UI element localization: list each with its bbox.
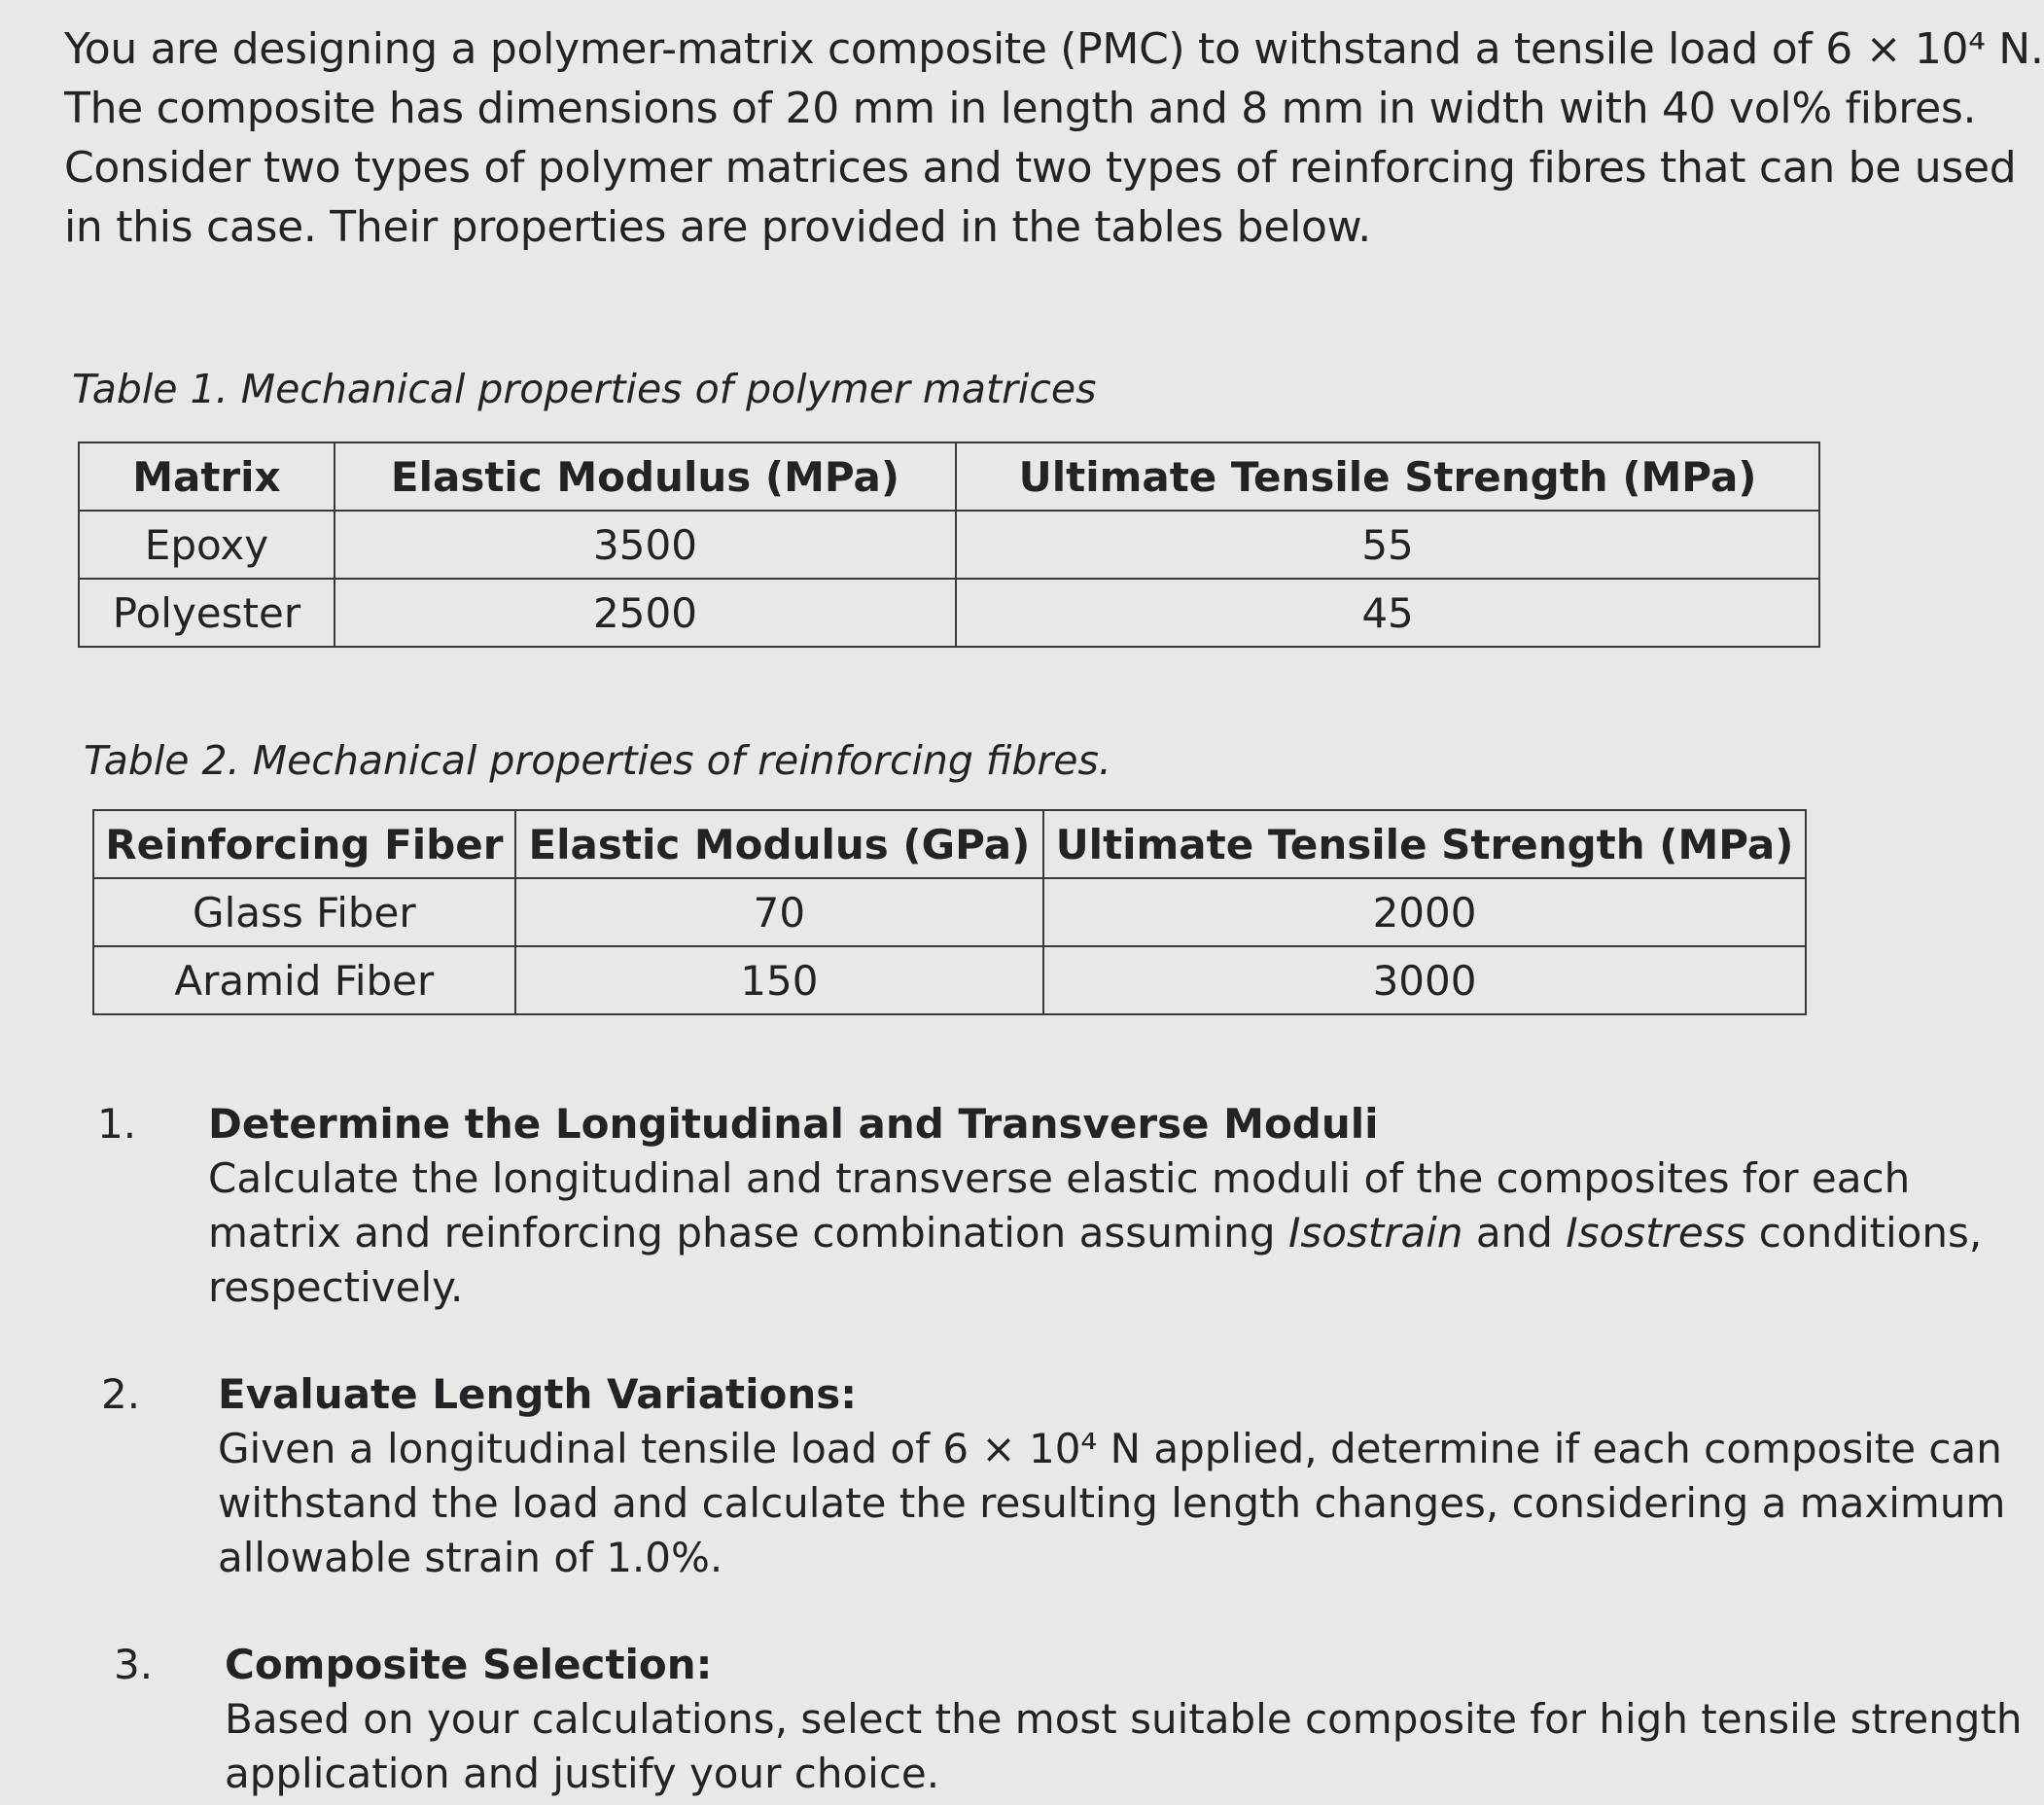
table-row: [79, 579, 1819, 647]
task-title: Determine the Longitudinal and Transverse Moduli: [208, 1100, 1379, 1148]
table-1-caption: Table 1. Mechanical properties of polymer matrices: [72, 366, 1097, 412]
table-row: [79, 511, 1819, 579]
table-row: [93, 878, 1806, 946]
task-body: [218, 1367, 2006, 1585]
table-header-row: [79, 442, 1819, 511]
task-title: Evaluate Length Variations:: [218, 1370, 858, 1418]
fiber-properties-table: [92, 809, 1807, 1015]
header-cell: Matrix: [79, 442, 335, 511]
task-text-line: Given a longitudinal tensile load of 6 × 10⁴ N applied, determine if each composite can: [218, 1425, 2002, 1472]
task-text-line: respectively.: [208, 1263, 464, 1311]
task-number: 1.: [97, 1100, 137, 1148]
header-cell: Elastic Modulus (MPa): [335, 442, 956, 511]
header-cell: Reinforcing Fiber: [93, 810, 515, 878]
task-text-line: matrix and reinforcing phase combination assuming Isostrain and Isostress conditions,: [208, 1209, 1983, 1256]
intro-line: You are designing a polymer-matrix composite (PMC) to withstand a tensile load of 6 × 10⁴ N.: [64, 24, 2044, 74]
table-cell: 150: [515, 946, 1043, 1014]
intro-line: Consider two types of polymer matrices and two types of reinforcing fibres that can be used: [64, 143, 2017, 193]
intro-line: in this case. Their properties are provided in the tables below.: [64, 202, 1371, 252]
header-cell: Ultimate Tensile Strength (MPa): [1043, 810, 1806, 878]
task-body: [225, 1638, 2023, 1801]
task-body: [208, 1097, 1983, 1315]
table-cell: 3000: [1043, 946, 1806, 1014]
table-cell: Polyester: [79, 579, 335, 647]
task-number: 3.: [114, 1641, 154, 1688]
task-text-line: application and justify your choice.: [225, 1750, 940, 1797]
table-cell: Epoxy: [79, 511, 335, 579]
task-number: 2.: [101, 1370, 141, 1418]
table-cell: 2000: [1043, 878, 1806, 946]
table-cell: 55: [956, 511, 1819, 579]
table-cell: Glass Fiber: [93, 878, 515, 946]
isostress-term: Isostress: [1566, 1209, 1746, 1256]
header-cell: Ultimate Tensile Strength (MPa): [956, 442, 1819, 511]
matrix-properties-table: [78, 442, 1820, 648]
header-cell: Elastic Modulus (GPa): [515, 810, 1043, 878]
table-cell: 45: [956, 579, 1819, 647]
table-cell: 3500: [335, 511, 956, 579]
table-cell: 70: [515, 878, 1043, 946]
table-2-caption: Table 2. Mechanical properties of reinforcing fibres.: [84, 737, 1111, 784]
table-row: [93, 946, 1806, 1014]
table-cell: Aramid Fiber: [93, 946, 515, 1014]
task-text-line: allowable strain of 1.0%.: [218, 1534, 723, 1581]
task-text-line: Based on your calculations, select the most suitable composite for high tensile strength: [225, 1695, 2023, 1743]
task-text-line: withstand the load and calculate the resulting length changes, considering a maximum: [218, 1479, 2006, 1527]
task-text-line: Calculate the longitudinal and transverse elastic moduli of the composites for each: [208, 1154, 1911, 1202]
intro-paragraph: [64, 19, 2044, 257]
isostrain-term: Isostrain: [1287, 1209, 1463, 1256]
task-title: Composite Selection:: [225, 1641, 713, 1688]
table-cell: 2500: [335, 579, 956, 647]
table-header-row: [93, 810, 1806, 878]
intro-line: The composite has dimensions of 20 mm in length and 8 mm in width with 40 vol% fibres.: [64, 84, 1977, 133]
